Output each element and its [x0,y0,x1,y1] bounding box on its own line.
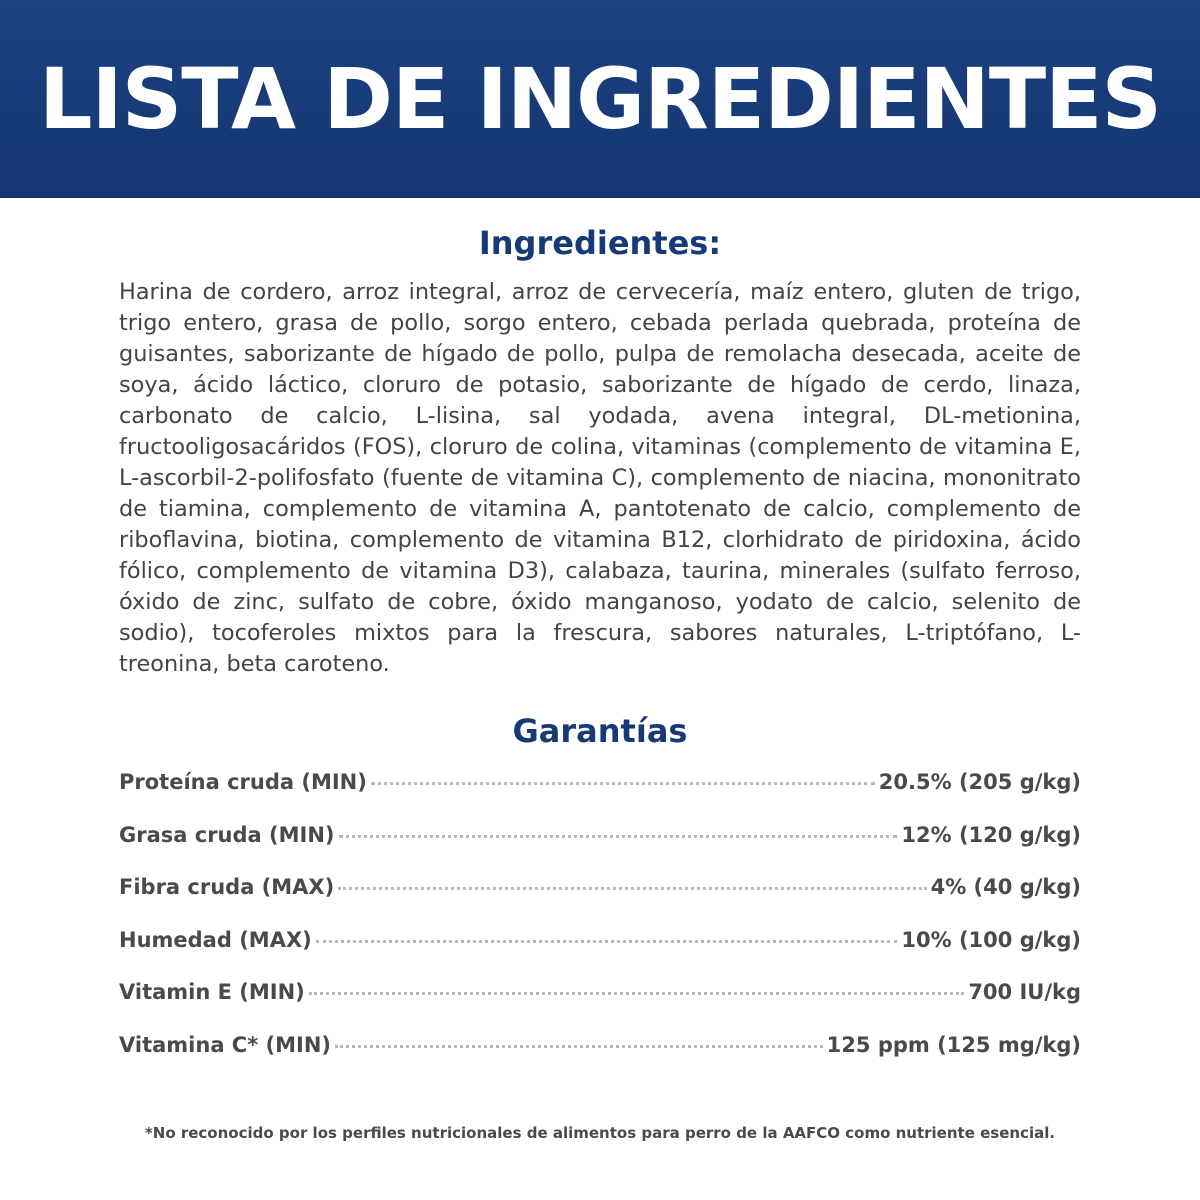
guarantee-value: 700 IU/kg [968,980,1081,1004]
dot-leader [371,782,875,785]
guarantee-label: Proteína cruda (MIN) [119,770,367,794]
ingredients-list: Harina de cordero, arroz integral, arroz de cervecería, maíz entero, gluten de trigo, trigo entero, grasa de pollo, sorgo entero, cebada perlada quebrada, proteína de guisantes, saborizante de hígado de pollo, pulpa de remolacha desecada, aceite de soya, ácido láctico, cloruro de potasio, saborizante de hígado de cerdo, linaza, carbonato de calcio, L-lisina, sal yodada, avena integral, DL-metionina, fructooligosacáridos (FOS), cloruro de colina, vitaminas (complemento de vitamina E, L-ascorbil-2-polifosfato (fuente de vitamina C), complemento de niacina, mononitrato de tiamina, complemento de vitamina A, pantotenato de calcio, complemento de riboflavina, biotina, complemento de vitamina B12, clorhidrato de piridoxina, ácido fólico, complemento de vitamina D3), calabaza, taurina, minerales (sulfato ferroso, óxido de zinc, sulfato de cobre, óxido manganoso, yodato de calcio, selenito de sodio), tocoferoles mixtos para la frescura, sabores naturales, L-triptófano, L-treonina, beta caroteno. [119,279,1081,677]
guarantee-label: Vitamina C* (MIN) [119,1032,331,1057]
guarantee-row-fat [119,823,1081,876]
guarantee-row-vitamin-e [119,980,1081,1033]
dot-leader [338,887,926,890]
footnote: *No reconocido por los perfiles nutricionales de alimentos para perro de la AAFCO como nutriente esencial. [144,1124,1056,1142]
ingredients-heading: Ingredientes: [478,224,722,262]
page-title: LISTA DE INGREDIENTES [38,50,1162,148]
dot-leader [339,835,898,838]
dot-leader [316,940,898,943]
guarantee-value: 4% (40 g/kg) [930,875,1081,899]
guarantees-heading: Garantías [512,712,688,750]
dot-leader [335,1045,823,1048]
guarantee-label: Fibra cruda (MAX) [119,875,335,899]
header-banner [0,0,1200,198]
dot-leader [309,992,965,995]
guarantee-row-fiber [119,875,1081,928]
guarantee-value: 10% (100 g/kg) [901,927,1081,952]
guarantee-value: 20.5% (205 g/kg) [878,770,1081,794]
guarantee-label: Humedad (MAX) [119,927,312,952]
guarantee-row-protein [119,770,1081,823]
guarantee-value: 125 ppm (125 mg/kg) [826,1032,1081,1057]
guarantee-row-vitamin-c [119,1033,1081,1086]
guarantee-value: 12% (120 g/kg) [901,822,1081,847]
guarantee-label: Vitamin E (MIN) [119,980,305,1004]
guarantees-table [119,770,1081,1085]
guarantee-label: Grasa cruda (MIN) [119,822,335,847]
guarantee-row-moisture [119,928,1081,981]
